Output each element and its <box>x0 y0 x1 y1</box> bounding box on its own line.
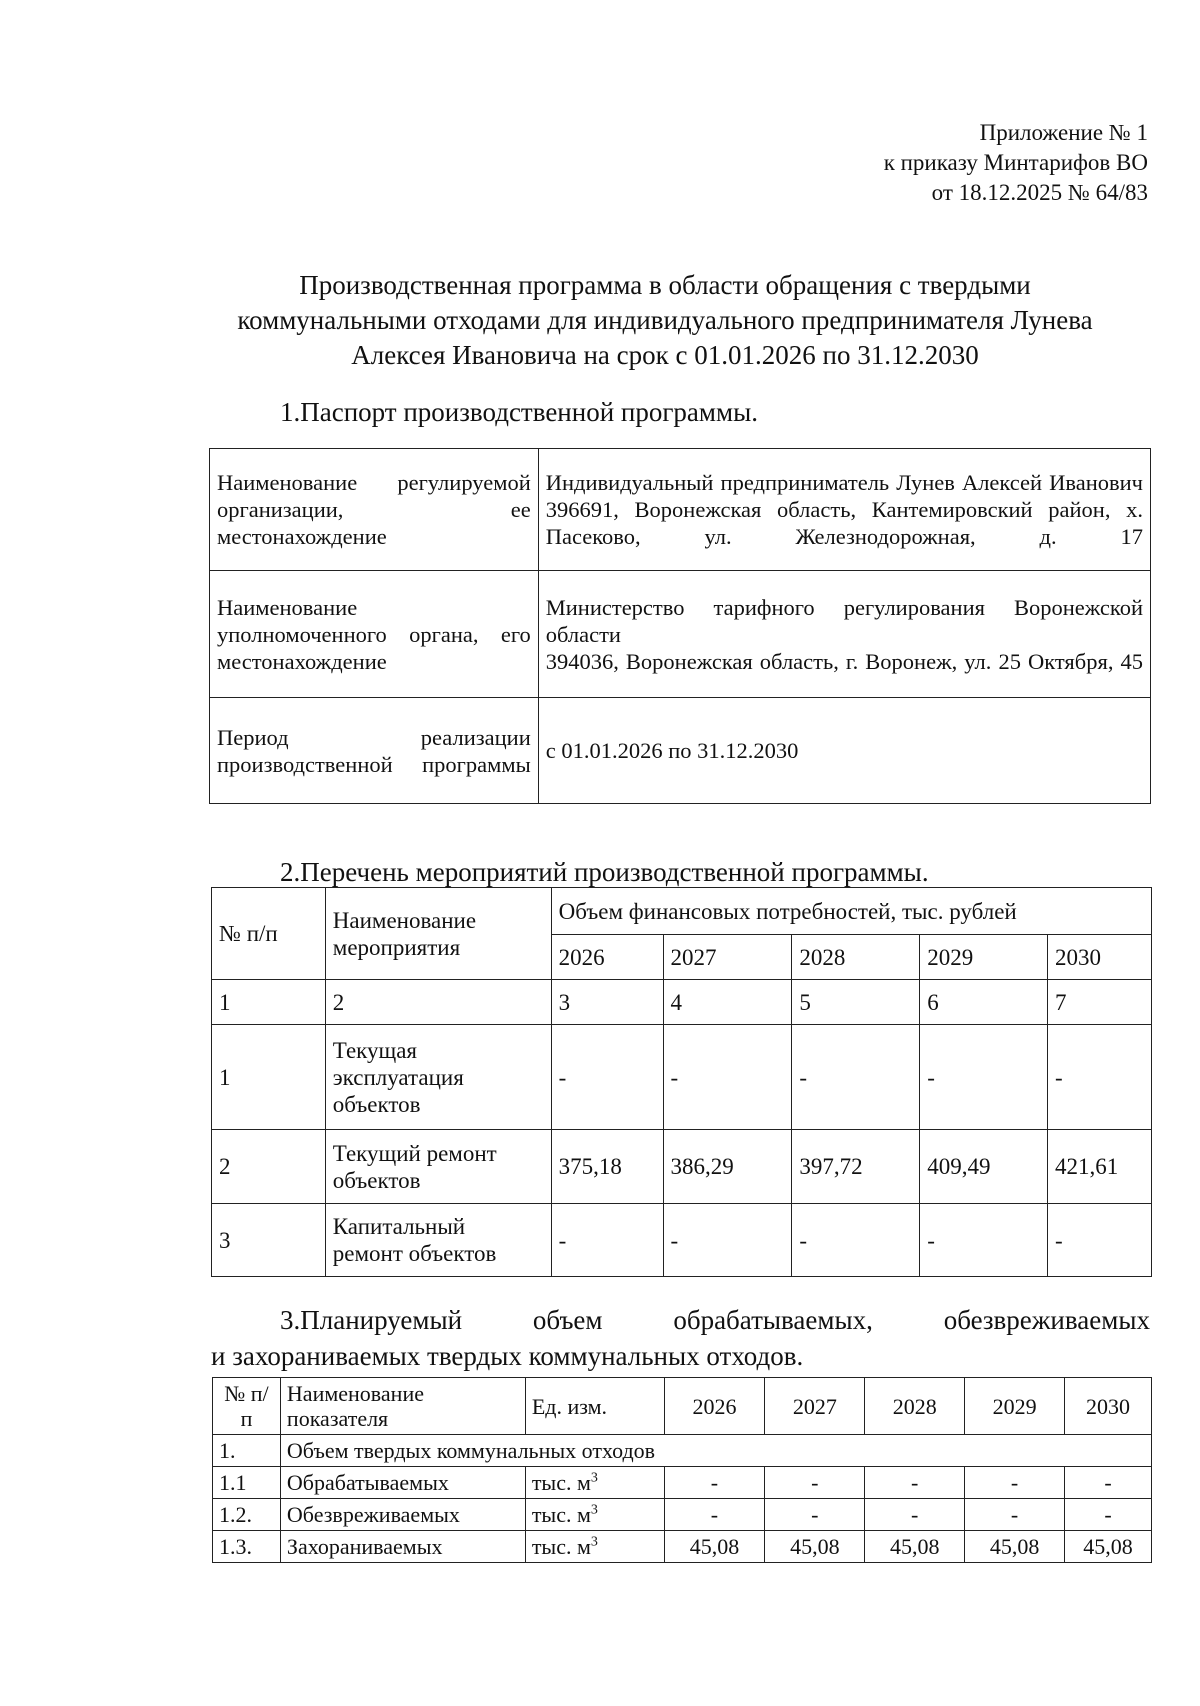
waste-volume-table <box>212 1377 1152 1563</box>
title-line-3: Алексея Ивановича на срок с 01.01.2026 по 31.12.2030 <box>351 340 979 370</box>
passport-value: Министерство тарифного регулирования Воронежской области 394036, Воронежская область, г. Воронеж, ул. 25 Октября, 45 <box>538 571 1150 698</box>
passport-label: Период реализации производственной программы <box>210 698 539 804</box>
group-label: Объем твердых коммунальных отходов <box>280 1435 1151 1467</box>
row-name: Капитальный ремонт объектов <box>325 1204 551 1277</box>
passport-label: Наименование регулируемой организации, ее местонахождение <box>210 449 539 571</box>
index-cell: 2 <box>325 980 551 1025</box>
row-value: 45,08 <box>865 1531 965 1563</box>
document-title <box>190 268 1140 373</box>
activities-table <box>211 887 1152 1277</box>
year-header: 2026 <box>664 1378 765 1435</box>
table-row <box>213 1467 1152 1499</box>
section3-heading-word: объем <box>532 1305 603 1335</box>
index-cell: 4 <box>663 980 792 1025</box>
row-value: 375,18 <box>551 1130 663 1204</box>
row-value: - <box>663 1204 792 1277</box>
activities-index-row <box>212 980 1152 1025</box>
year-header: 2027 <box>663 935 792 980</box>
year-header: 2030 <box>1048 935 1152 980</box>
section3-heading-line-2: и захораниваемых твердых коммунальных отходов. <box>211 1341 804 1371</box>
passport-row-authority <box>210 571 1151 698</box>
row-value: 421,61 <box>1048 1130 1152 1204</box>
row-value: - <box>765 1499 865 1531</box>
title-line-2: коммунальными отходами для индивидуального предпринимателя Лунева <box>237 305 1093 335</box>
waste-group-row <box>213 1435 1152 1467</box>
row-value: - <box>1065 1467 1152 1499</box>
year-header: 2028 <box>865 1378 965 1435</box>
row-name: Обрабатываемых <box>280 1467 525 1499</box>
row-value: - <box>551 1025 663 1130</box>
row-value: - <box>792 1204 920 1277</box>
year-header: 2030 <box>1065 1378 1152 1435</box>
year-header: 2027 <box>765 1378 865 1435</box>
row-value: 386,29 <box>663 1130 792 1204</box>
group-num: 1. <box>213 1435 281 1467</box>
section1-heading: 1.Паспорт производственной программы. <box>280 397 758 427</box>
row-value: - <box>920 1025 1048 1130</box>
row-value: - <box>1065 1499 1152 1531</box>
row-value: - <box>663 1025 792 1130</box>
row-value: - <box>765 1467 865 1499</box>
title-line-1: Производственная программа в области обращения с твердыми <box>299 270 1031 300</box>
row-value: 45,08 <box>1065 1531 1152 1563</box>
col-num-header: № п/п <box>213 1378 281 1435</box>
year-header: 2029 <box>965 1378 1065 1435</box>
row-name: Обезвреживаемых <box>280 1499 525 1531</box>
row-value: - <box>551 1204 663 1277</box>
index-cell: 6 <box>920 980 1048 1025</box>
row-value: 45,08 <box>664 1531 765 1563</box>
passport-value: Индивидуальный предприниматель Лунев Алексей Иванович 396691, Воронежская область, Кантемировский район, х. Пасеково, ул. Железнодорожная, д. 17 <box>538 449 1150 571</box>
waste-header-row <box>213 1378 1152 1435</box>
col-group-header: Объем финансовых потребностей, тыс. рублей <box>551 888 1151 935</box>
year-header: 2029 <box>920 935 1048 980</box>
section3-heading-word: 3.Планируемый <box>280 1305 463 1335</box>
row-value: - <box>792 1025 920 1130</box>
row-num: 1.2. <box>213 1499 281 1531</box>
row-num: 3 <box>212 1204 326 1277</box>
row-value: - <box>1048 1204 1152 1277</box>
row-unit: тыс. $м^3$ <box>525 1499 664 1531</box>
col-num-header: № п/п <box>212 888 326 980</box>
passport-table <box>209 448 1151 804</box>
appendix-line-2: к приказу Минтарифов ВО <box>883 150 1148 175</box>
row-name: Захораниваемых <box>280 1531 525 1563</box>
row-value: - <box>1048 1025 1152 1130</box>
index-cell: 5 <box>792 980 920 1025</box>
row-num: 1 <box>212 1025 326 1130</box>
year-header: 2028 <box>792 935 920 980</box>
index-cell: 7 <box>1048 980 1152 1025</box>
table-row <box>212 1025 1152 1130</box>
table-row <box>213 1531 1152 1563</box>
appendix-reference <box>884 118 1148 208</box>
col-unit-header: Ед. изм. <box>525 1378 664 1435</box>
row-value: - <box>664 1499 765 1531</box>
row-value: - <box>965 1499 1065 1531</box>
row-value: - <box>664 1467 765 1499</box>
row-value: - <box>965 1467 1065 1499</box>
section3-heading <box>280 1304 1150 1336</box>
passport-row-organization <box>210 449 1151 571</box>
table-row <box>213 1499 1152 1531</box>
row-unit: тыс. $м^3$ <box>525 1531 664 1563</box>
appendix-line-3: от 18.12.2025 № 64/83 <box>931 180 1148 205</box>
row-num: 2 <box>212 1130 326 1204</box>
row-value: 409,49 <box>920 1130 1048 1204</box>
row-value: - <box>920 1204 1048 1277</box>
table-row <box>212 1130 1152 1204</box>
table-row <box>212 1204 1152 1277</box>
index-cell: 3 <box>551 980 663 1025</box>
row-name: Текущий ремонт объектов <box>325 1130 551 1204</box>
col-name-header: Наименование показателя <box>280 1378 525 1435</box>
section3-heading-word: обезвреживаемых <box>943 1305 1150 1335</box>
row-value: 45,08 <box>965 1531 1065 1563</box>
appendix-line-1: Приложение № 1 <box>979 120 1148 145</box>
passport-label: Наименование уполномоченного органа, его местонахождение <box>210 571 539 698</box>
passport-value: с 01.01.2026 по 31.12.2030 <box>538 698 1150 804</box>
year-header: 2026 <box>551 935 663 980</box>
activities-header-row <box>212 888 1152 935</box>
index-cell: 1 <box>212 980 326 1025</box>
section2-heading: 2.Перечень мероприятий производственной программы. <box>280 857 929 887</box>
row-value: - <box>865 1499 965 1531</box>
row-unit: тыс. $м^3$ <box>525 1467 664 1499</box>
row-num: 1.1 <box>213 1467 281 1499</box>
row-value: - <box>865 1467 965 1499</box>
row-value: 45,08 <box>765 1531 865 1563</box>
row-name: Текущая эксплуатация объектов <box>325 1025 551 1130</box>
row-num: 1.3. <box>213 1531 281 1563</box>
section3-heading-word: обрабатываемых, <box>673 1305 873 1335</box>
col-name-header: Наименование мероприятия <box>325 888 551 980</box>
passport-row-period <box>210 698 1151 804</box>
row-value: 397,72 <box>792 1130 920 1204</box>
